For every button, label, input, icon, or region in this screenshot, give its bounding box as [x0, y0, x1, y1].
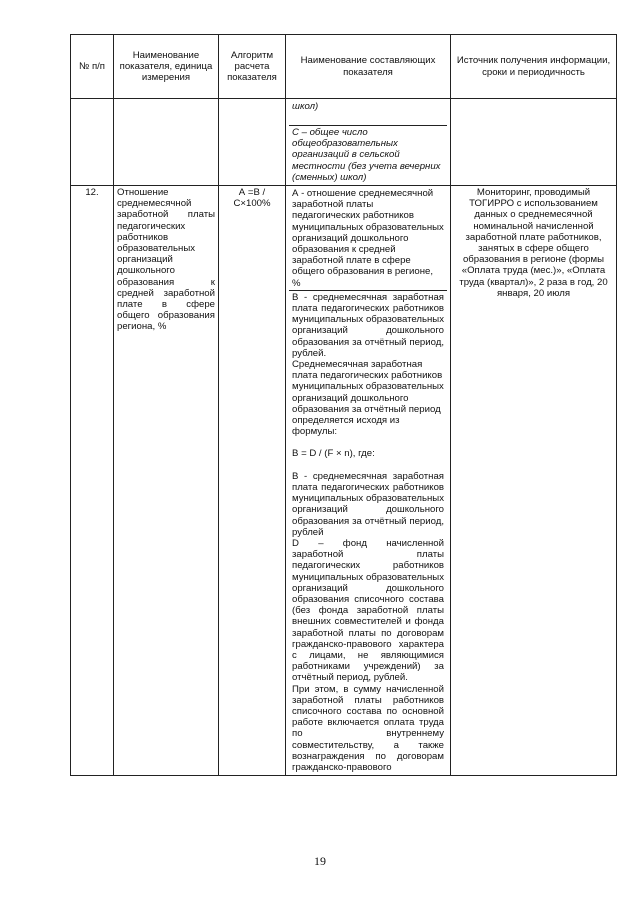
table-row-12	[71, 186, 617, 776]
header-algorithm: Алгоритм расчета показателя	[219, 35, 286, 99]
header-name: Наименование показателя, единица измерения	[114, 35, 219, 99]
component-a: А - отношение среднемесячной заработной платы педагогических работников муниципальных образовательных организаций дошкольного образования к средней заработной плате в сфере общего образования в регионе, %	[292, 188, 444, 289]
row12-num: 12.	[71, 186, 114, 776]
component-extra: При этом, в сумму начисленной заработной платы работников списочного состава по основной работе включается оплата труда по внутреннему совместительству, а также вознаграждения по договорам гражданско-правового	[292, 683, 444, 773]
cell-algorithm-empty	[219, 99, 286, 186]
row12-algorithm: А =В / С×100%	[219, 186, 286, 776]
spacer	[292, 437, 444, 448]
table-header-row	[71, 35, 617, 99]
row12-components	[286, 186, 451, 776]
header-components: Наименование составляющих показателя	[286, 35, 451, 99]
continuation-part1: школ)	[292, 101, 319, 112]
component-b-block	[289, 290, 447, 774]
header-source: Источник получения информации, сроки и периодичность	[451, 35, 617, 99]
component-b3: В - среднемесячная заработная плата педагогических работников муниципальных образовательных организаций дошкольного образования за отчётный период, рублей	[292, 470, 444, 538]
continuation-part2: С – общее число общеобразовательных организаций в сельской местности (без учета вечерних (сменных) школ)	[289, 125, 447, 184]
component-b1: В - среднемесячная заработная плата педагогических работников муниципальных образовательных организаций дошкольного образования за отчётный период, рублей.	[292, 291, 444, 359]
spacer	[292, 460, 444, 471]
row12-source: Мониторинг, проводимый ТОГИРРО с использованием данных о среднемесячной номинальной начисленной заработной плате работников, занятых в сфере общего образования в регионе (формы «Оплата труда (мес.)», «Оплата труда (квартал)», 2 раза в год, 20 января, 20 июля	[451, 186, 617, 776]
component-b2: Среднемесячная заработная плата педагогических работников муниципальных образовательных организаций дошкольного образования за отчётный период определяется исходя из формулы:	[292, 359, 444, 438]
formula: В = D / (F × n), где:	[292, 448, 375, 460]
cell-components-continuation	[286, 99, 451, 186]
table-row-continuation	[71, 99, 617, 186]
row12-name: Отношение среднемесячной заработной платы педагогических работников образовательных организаций дошкольного образования к средней заработной плате в сфере общего образования региона, %	[114, 186, 219, 776]
component-d: D – фонд начисленной заработной платы педагогических работников муниципальных образовательных организаций дошкольного образования списочного состава (без фонда заработной платы внешних совместителей и фонда заработной платы по договорам гражданско-правового характера с лицами, не являющимися работниками учреждений) за отчётный период, рублей.	[292, 537, 444, 684]
page-number: 19	[314, 854, 326, 868]
cell-num-empty	[71, 99, 114, 186]
indicators-table	[70, 34, 617, 776]
cell-source-empty	[451, 99, 617, 186]
header-num: № п/п	[71, 35, 114, 99]
cell-name-empty	[114, 99, 219, 186]
